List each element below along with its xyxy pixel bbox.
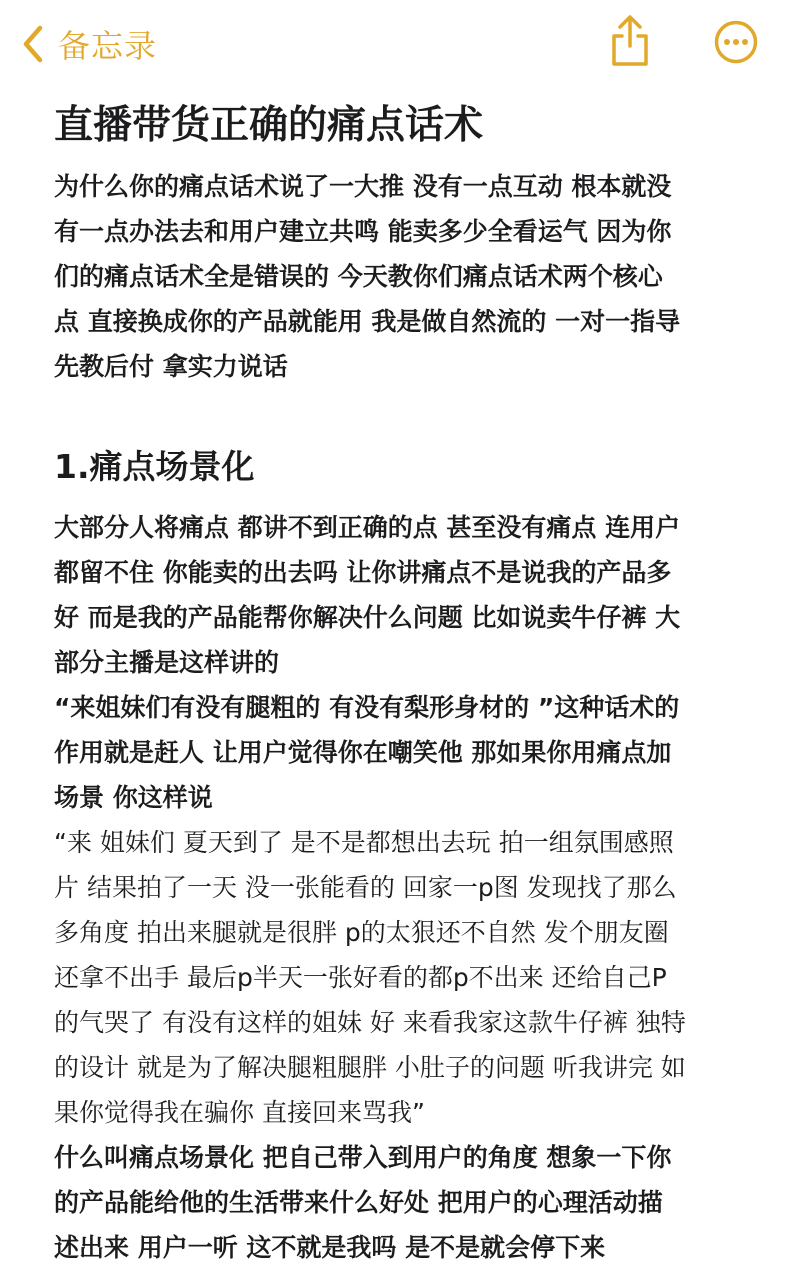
share-icon (606, 53, 654, 72)
back-button[interactable] (22, 22, 157, 66)
more-button[interactable] (714, 20, 758, 64)
note-intro-paragraph: 为什么你的痛点话术说了一大推 没有一点互动 根本就没 有一点办法去和用户建立共鸣 能卖多少全看运气 因为你 们的痛点话术全是错误的 今天教你们痛点话术两个核心 点 直接换成你的产品就能用 我是做自然流的 一对一指导 先教后付 拿实力说话 (54, 172, 681, 381)
chevron-left-icon (22, 25, 44, 63)
section-heading: 1.痛点场景化 (54, 447, 255, 486)
section-paragraph-4: 什么叫痛点场景化 把自己带入到用户的角度 想象一下你 的产品能给他的生活带来什么好处 把用户的心理活动描 述出来 用户一听 这不就是我吗 是不是就会停下来 (54, 1143, 672, 1262)
section-paragraph-2: “来姐妹们有没有腿粗的 有没有梨形身材的 ”这种话术的 作用就是赶人 让用户觉得你在嘲笑他 那如果你用痛点加 场景 你这样说 (54, 693, 680, 812)
more-icon (714, 49, 758, 68)
note-body[interactable] (54, 96, 754, 1270)
section-paragraph-1: 大部分人将痛点 都讲不到正确的点 甚至没有痛点 连用户 都留不住 你能卖的出去吗 让你讲痛点不是说我的产品多 好 而是我的产品能帮你解决什么问题 比如说卖牛仔裤 大 部分主播是这样讲的 (54, 513, 681, 677)
navigation-bar (0, 0, 800, 90)
share-button[interactable] (606, 14, 654, 68)
note-title: 直播带货正确的痛点话术 (54, 103, 484, 148)
section-quote-paragraph: “来 姐妹们 夏天到了 是不是都想出去玩 拍一组氛围感照 片 结果拍了一天 没一张能看的 回家一p图 发现找了那么 多角度 拍出来腿就是很胖 p的太狠还不自然 发个朋友圈 还拿不出手 最后p半天一张好看的都p不出来 还给自己P 的气哭了 有没有这样的姐妹 好 来看我家这款牛仔裤 独特 的设计 就是为了解决腿粗腿胖 小肚子的问题 听我讲完 如 果你觉得我在骗你 直接回来骂我” (54, 828, 686, 1127)
back-button-label: 备忘录 (58, 27, 158, 65)
